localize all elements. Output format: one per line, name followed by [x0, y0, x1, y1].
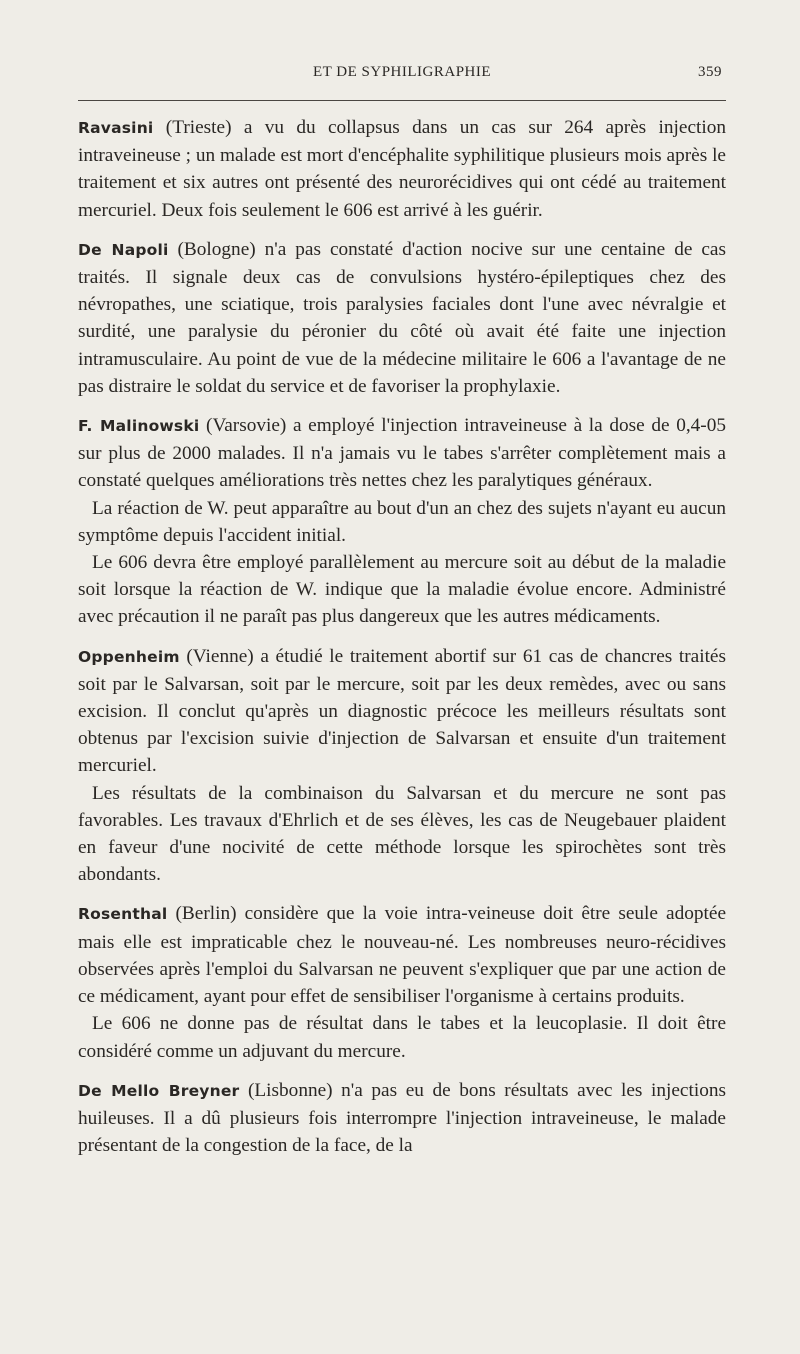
paragraph-text: (Berlin) considère que la voie intra-veineuse doit être seule adoptée mais elle est impraticable chez le nouveau-né. Les nombreuses neuro-récidives observées après l'emploi du Salvarsan ne peuvent s'expliquer que par une action de ce médicament, ayant pour effet de sensibiliser l'organisme à certains produits.: [78, 903, 726, 1008]
paragraph-text: (Vienne) a étudié le traitement abortif sur 61 cas de chancres traités soit par le Salvarsan, soit par le mercure, soit par les deux remèdes, avec ou sans excision. Il conclut qu'après un diagnostic précoce les meilleurs résultats sont obtenus par l'excision suivie d'injection de Salvarsan et ensuite d'un traitement mercuriel.: [78, 645, 726, 777]
paragraph-text: (Bologne) n'a pas constaté d'action nocive sur une centaine de cas traités. Il signale deux cas de convulsions hystéro-épileptiques chez des névropathes, une sciatique, trois paralysies faciales dont l'une avec névralgie et surdité, une paralysie du péronier du côté où avait été faite une injection intramusculaire. Au point de vue de la médecine militaire le 606 a l'avantage de ne pas distraire le soldat du service et de favoriser la prophylaxie.: [78, 238, 726, 397]
paragraph-combination-results: [78, 780, 726, 889]
author-name: Oppenheim: [78, 647, 180, 666]
author-name: F. Malinowski: [78, 417, 200, 436]
author-name: De Mello Breyner: [78, 1081, 240, 1100]
running-title: ET DE SYPHILIGRAPHIE: [312, 64, 492, 80]
paragraph-text: (Varsovie) a employé l'injection intraveineuse à la dose de 0,4-05 sur plus de 2000 malades. Il n'a jamais vu le tabes s'arrêter complètement mais a constaté quelques améliorations très nettes chez les paralytiques généraux.: [78, 415, 726, 492]
paragraph-text: Les résultats de la combinaison du Salvarsan et du mercure ne sont pas favorables. Les travaux d'Ehrlich et de ses élèves, les cas de Neugebauer plaident en faveur d'une nocivité de cette méthode lorsque les spirochètes sont très abondants.: [78, 782, 726, 886]
paragraph-de-mello-breyner: [78, 1077, 726, 1160]
paragraph-text: Le 606 ne donne pas de résultat dans le tabes et la leucoplasie. Il doit être considéré comme un adjuvant du mercure.: [78, 1013, 726, 1062]
paragraph-606-parallel: [78, 549, 726, 631]
author-name: Ravasini: [78, 119, 154, 137]
body-text: [78, 114, 726, 1159]
paragraph-rosenthal: [78, 900, 726, 1010]
running-header: [78, 60, 726, 86]
paragraph-text: La réaction de W. peut apparaître au bout d'un an chez des sujets n'ayant eu aucun symptôme depuis l'accident initial.: [78, 497, 726, 546]
paragraph-text: (Lisbonne) n'a pas eu de bons résultats avec les injections huileuses. Il a dû plusieurs fois interrompre l'injection intraveineuse, le malade présentant de la congestion de la face, de la: [78, 1079, 726, 1157]
paragraph-606-tabes: [78, 1010, 726, 1064]
paragraph-oppenheim: [78, 643, 726, 780]
paragraph-reaction-w: [78, 495, 726, 549]
header-rule: [78, 100, 726, 101]
paragraph-malinowski: [78, 412, 726, 495]
paragraph-text: (Trieste) a vu du collapsus dans un cas sur 264 après injection intraveineuse ; un malade est mort d'encéphalite syphilitique plusieurs mois après le traitement et six autres ont présenté des neurorécidives qui ont cédé au traitement mercuriel. Deux fois seulement le 606 est arrivé à les guérir.: [78, 117, 726, 221]
author-name: Rosenthal: [78, 905, 168, 924]
paragraph-ravasini: [78, 114, 726, 224]
page-number: 359: [698, 64, 722, 80]
author-name: De Napoli: [78, 240, 169, 259]
paragraph-text: Le 606 devra être employé parallèlement au mercure soit au début de la maladie soit lorsque la réaction de W. indique que la maladie évolue encore. Administré avec précaution il ne paraît pas plus dangereux que les autres médicaments.: [78, 552, 726, 628]
paragraph-de-napoli: [78, 236, 726, 400]
